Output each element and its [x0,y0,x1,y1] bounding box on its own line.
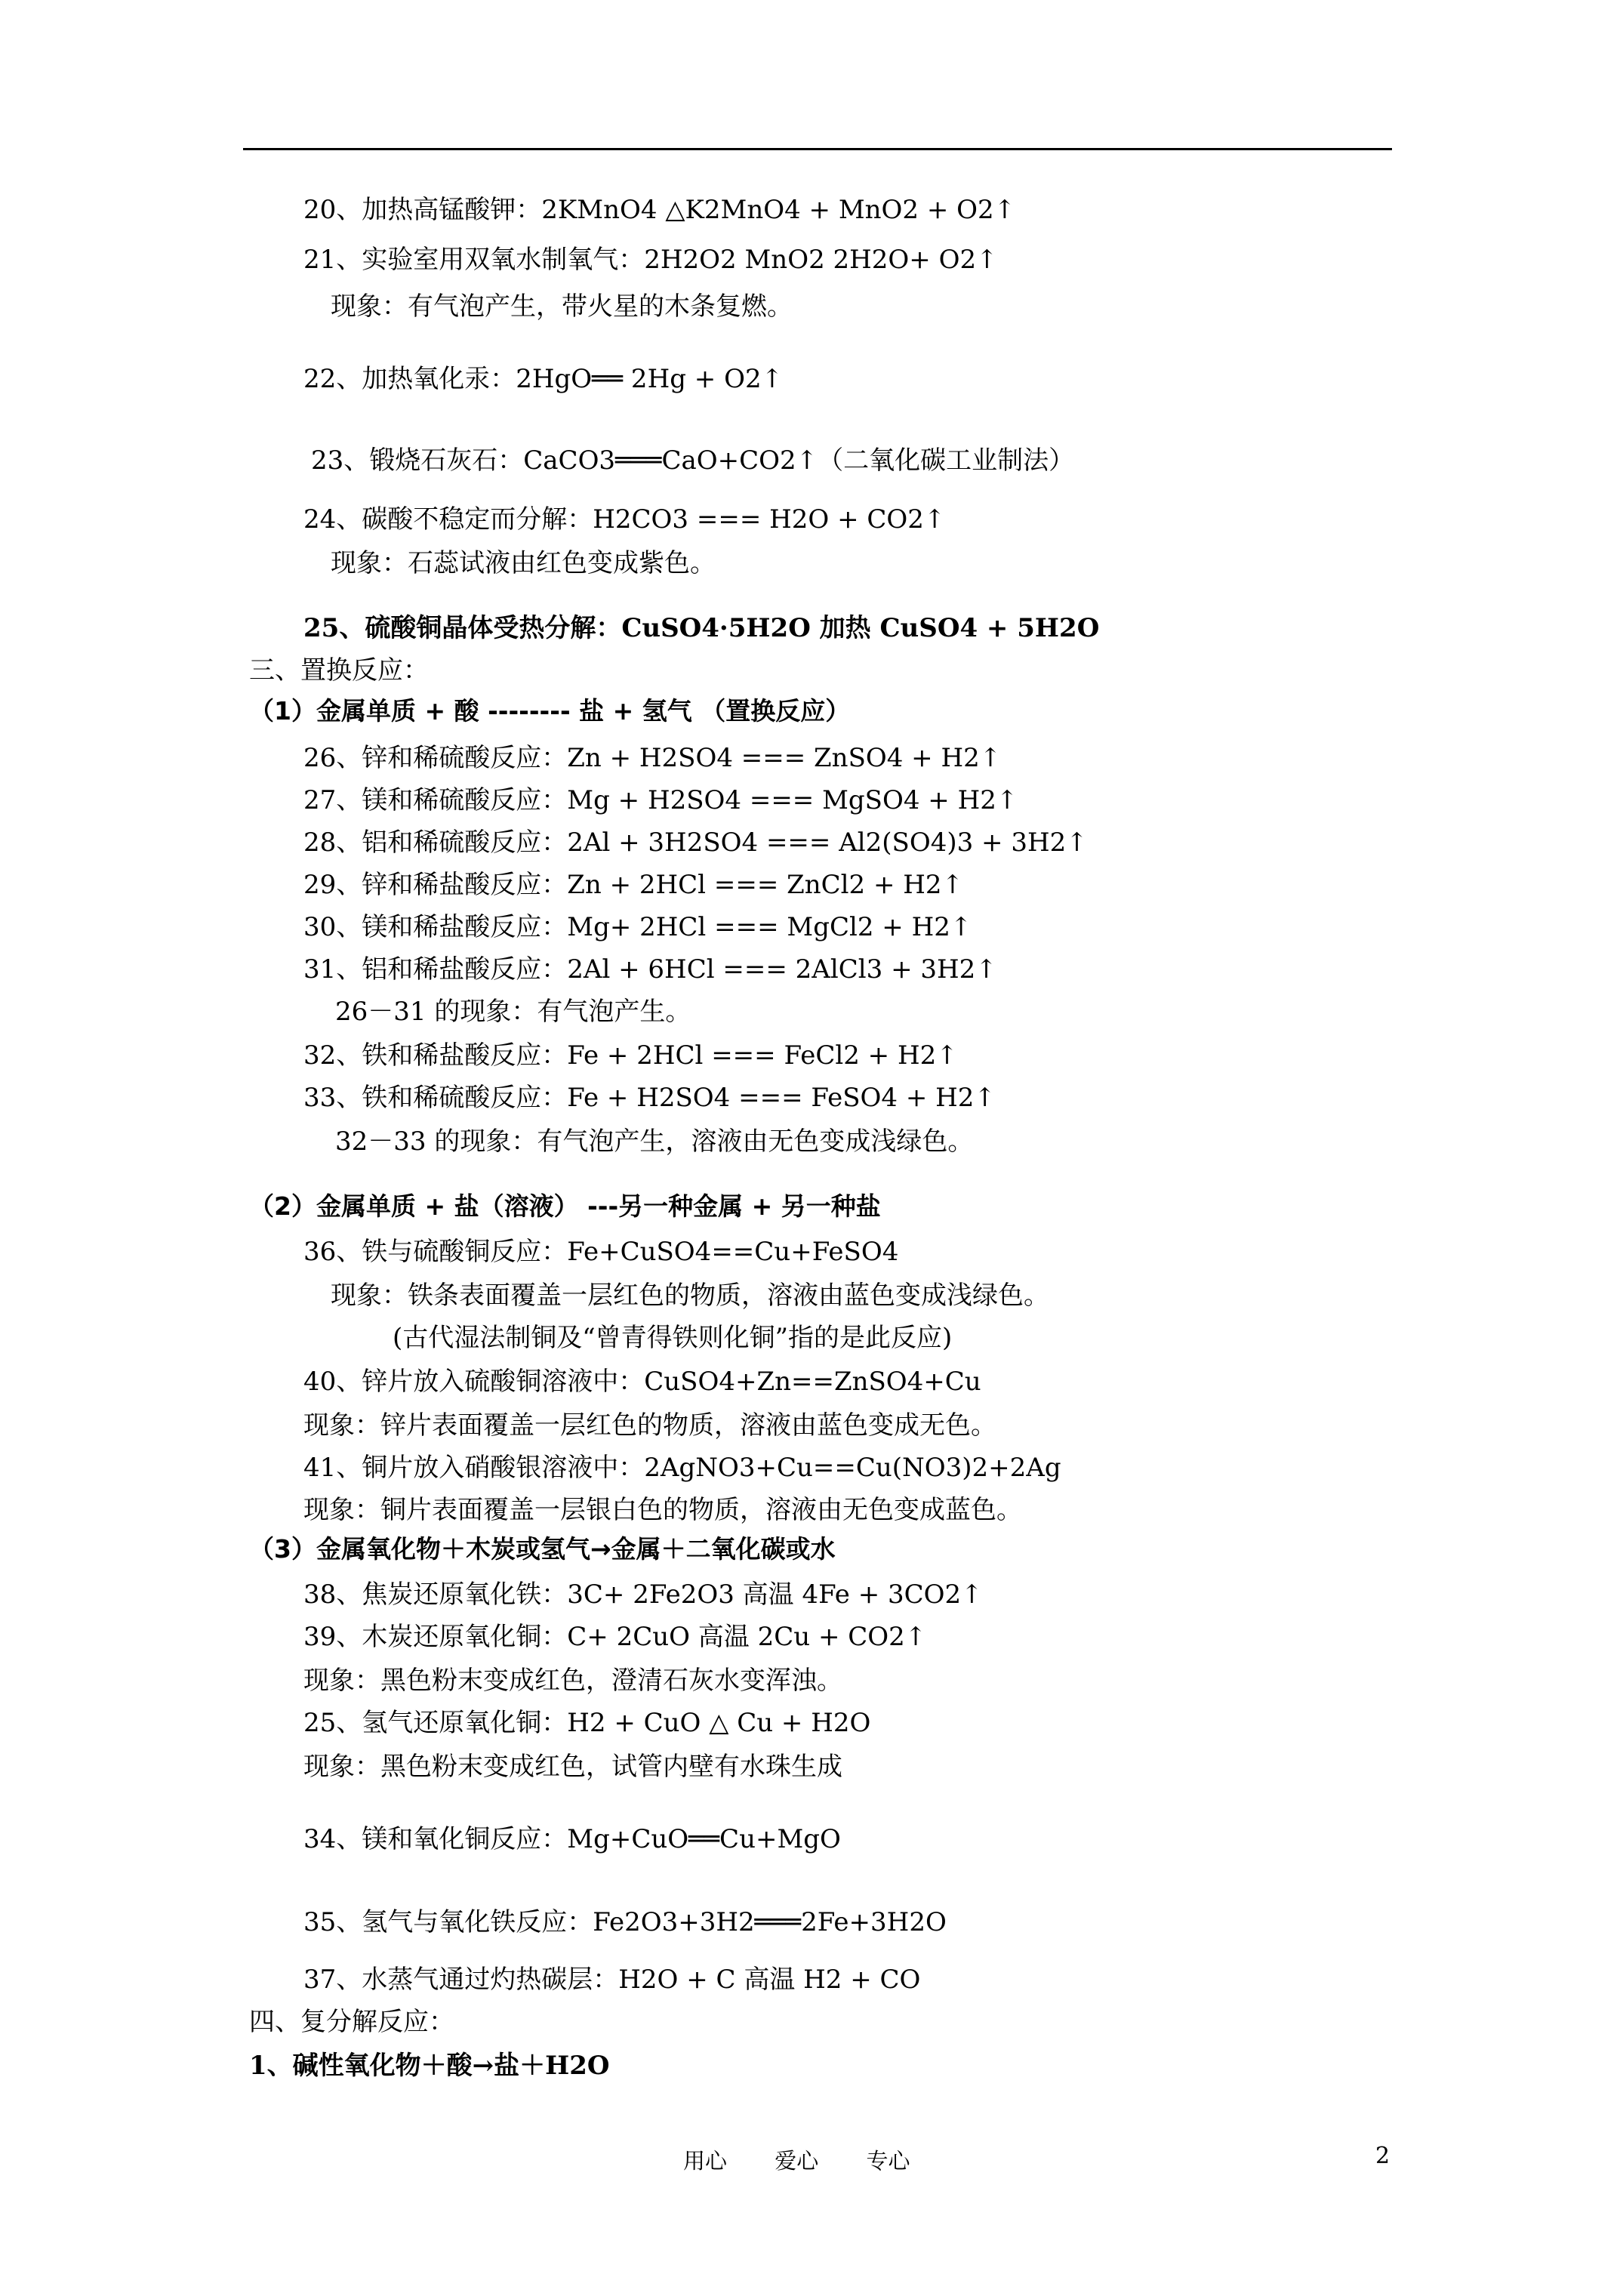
section-4-item-1: 1、碱性氧化物＋酸→盐＋H2O [249,2051,610,2081]
section-3-heading: 三、置换反应： [249,655,429,686]
subsection-3-3-heading: （3）金属氧化物＋木炭或氢气→金属＋二氧化碳或水 [249,1534,836,1564]
line-22: 22、加热氧化汞：2HgO══ 2Hg + O2↑ [303,364,784,394]
subsection-3-1-heading: （1）金属单质 + 酸 -------- 盐 + 氢气 （置换反应） [249,696,851,726]
line-24: 24、碳酸不稳定而分解：H2CO3 === H2O + CO2↑ [303,504,946,535]
line-28: 28、铝和稀硫酸反应：2Al + 3H2SO4 === Al2(SO4)3 + 3H2↑ [303,827,1088,858]
line-39: 39、木炭还原氧化铜：C+ 2CuO 高温 2Cu + CO2↑ [303,1622,927,1652]
line-26: 26、锌和稀硫酸反应：Zn + H2SO4 === ZnSO4 + H2↑ [303,743,1002,773]
line-25b: 25、氢气还原氧化铜：H2 + CuO △ Cu + H2O [303,1708,871,1738]
line-32-33-phenomenon: 32－33 的现象：有气泡产生，溶液由无色变成浅绿色。 [335,1126,974,1157]
line-39-phenomenon: 现象：黑色粉末变成红色，澄清石灰水变浑浊。 [303,1666,842,1696]
page-footer [683,2144,950,2175]
line-34: 34、镁和氧化铜反应：Mg+CuO══Cu+MgO [303,1824,841,1854]
footer-item: 专心 [866,2148,910,2174]
footer-item: 爱心 [775,2148,819,2174]
line-21: 21、实验室用双氧水制氧气：2H2O2 MnO2 2H2O+ O2↑ [303,245,998,275]
line-31: 31、铝和稀盐酸反应：2Al + 6HCl === 2AlCl3 + 3H2↑ [303,954,997,985]
line-41-phenomenon: 现象：铜片表面覆盖一层银白色的物质，溶液由无色变成蓝色。 [303,1495,1022,1525]
line-41: 41、铜片放入硝酸银溶液中：2AgNO3+Cu==Cu(NO3)2+2Ag [303,1453,1061,1483]
line-27: 27、镁和稀硫酸反应：Mg + H2SO4 === MgSO4 + H2↑ [303,785,1018,815]
line-21-phenomenon: 现象：有气泡产生，带火星的木条复燃。 [331,291,793,322]
line-29: 29、锌和稀盐酸反应：Zn + 2HCl === ZnCl2 + H2↑ [303,870,964,900]
line-30: 30、镁和稀盐酸反应：Mg+ 2HCl === MgCl2 + H2↑ [303,912,972,942]
line-33: 33、铁和稀硫酸反应：Fe + H2SO4 === FeSO4 + H2↑ [303,1083,996,1113]
line-36: 36、铁与硫酸铜反应：Fe+CuSO4==Cu+FeSO4 [303,1237,899,1267]
line-36-note: (古代湿法制铜及“曾青得铁则化铜”指的是此反应) [393,1323,953,1353]
line-26-31-phenomenon: 26－31 的现象：有气泡产生。 [335,997,691,1027]
line-35: 35、氢气与氧化铁反应：Fe2O3+3H2═══2Fe+3H2O [303,1907,947,1937]
section-4-heading: 四、复分解反应： [249,2007,454,2037]
line-24-phenomenon: 现象：石蕊试液由红色变成紫色。 [331,548,716,578]
footer-item: 用心 [683,2148,728,2174]
page-number: 2 [1375,2143,1390,2169]
subsection-3-2-heading: （2）金属单质 + 盐（溶液） ---另一种金属 + 另一种盐 [249,1191,881,1221]
header-rule [243,148,1392,150]
line-38: 38、焦炭还原氧化铁：3C+ 2Fe2O3 高温 4Fe + 3CO2↑ [303,1579,983,1610]
line-32: 32、铁和稀盐酸反应：Fe + 2HCl === FeCl2 + H2↑ [303,1040,958,1071]
line-25b-phenomenon: 现象：黑色粉末变成红色，试管内壁有水珠生成 [303,1752,842,1782]
line-40-phenomenon: 现象：锌片表面覆盖一层红色的物质，溶液由蓝色变成无色。 [303,1410,996,1441]
line-25: 25、硫酸铜晶体受热分解：CuSO4·5H2O 加热 CuSO4 + 5H2O [303,613,1100,643]
line-40: 40、锌片放入硫酸铜溶液中：CuSO4+Zn==ZnSO4+Cu [303,1367,981,1397]
line-23: 23、锻烧石灰石：CaCO3═══CaO+CO2↑（二氧化碳工业制法） [311,445,1075,476]
line-20: 20、加热高锰酸钾：2KMnO4 △K2MnO4 + MnO2 + O2↑ [303,195,1016,225]
line-36-phenomenon: 现象：铁条表面覆盖一层红色的物质，溶液由蓝色变成浅绿色。 [331,1281,1049,1311]
line-37: 37、水蒸气通过灼热碳层：H2O + C 高温 H2 + CO [303,1965,921,1995]
